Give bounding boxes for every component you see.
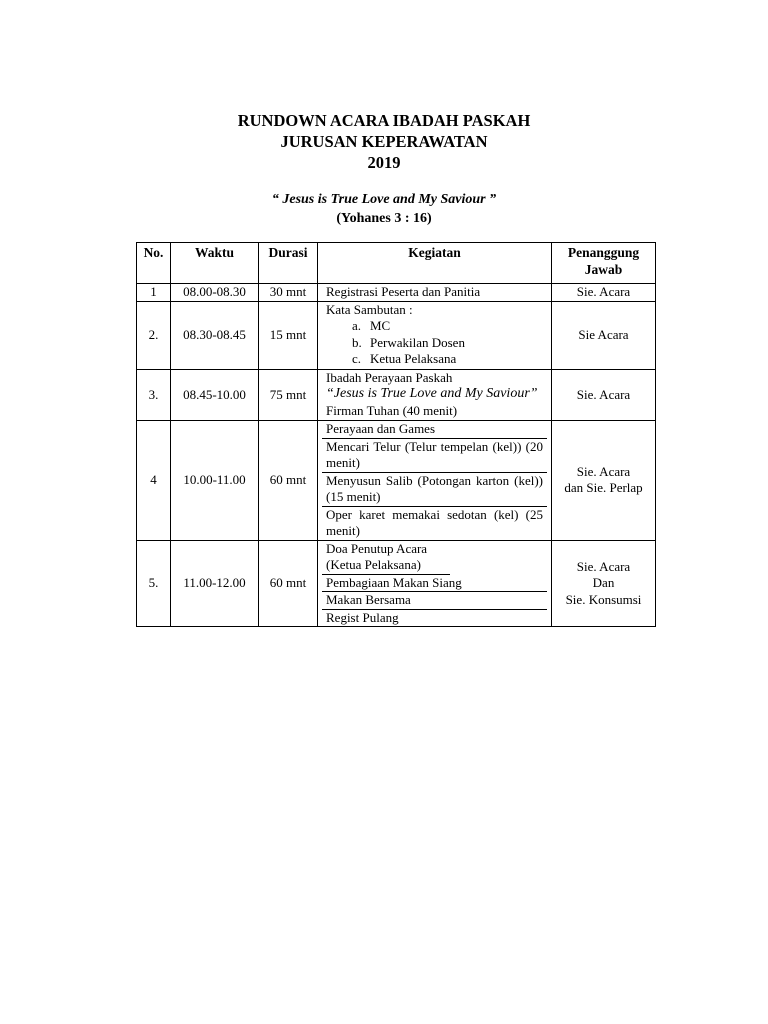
kegiatan-block: [322, 370, 547, 421]
cell-durasi: 75 mnt: [259, 369, 318, 421]
list-text: MC: [370, 318, 391, 333]
cell-kegiatan: [318, 284, 552, 302]
kegiatan-item: Perayaan dan Games: [322, 421, 547, 439]
cell-kegiatan: [318, 421, 552, 541]
cell-pj: Sie. Acara: [552, 284, 656, 302]
pj-line: dan Sie. Perlap: [564, 480, 643, 496]
kegiatan-item: Oper karet memakai sedotan (kel) (25 menit): [326, 506, 543, 538]
list-marker: a.: [352, 318, 362, 333]
kegiatan-note: Firman Tuhan (40 menit): [326, 402, 458, 418]
kegiatan-block: [322, 302, 547, 369]
cell-pj: Sie Acara: [552, 301, 656, 369]
cell-waktu: 08.00-08.30: [171, 284, 259, 302]
header-penanggung-jawab: Penanggung Jawab: [552, 243, 656, 284]
list-text: Ketua Pelaksana: [370, 351, 457, 366]
pj-line: Sie. Konsumsi: [565, 591, 642, 607]
list-item: [352, 334, 543, 352]
document-title: [0, 110, 768, 173]
kegiatan-item: Menyusun Salib (Potongan karton (kel)) (15 menit): [322, 473, 547, 507]
header-durasi: Durasi: [259, 243, 318, 284]
cell-kegiatan: [318, 369, 552, 421]
pj-line: Sie. Acara: [576, 463, 631, 479]
cell-pj: [552, 540, 656, 627]
kegiatan-heading: Ibadah Perayaan Paskah: [326, 369, 453, 385]
kegiatan-item: Regist Pulang: [326, 609, 399, 625]
cell-waktu: 10.00-11.00: [171, 421, 259, 541]
cell-durasi: 30 mnt: [259, 284, 318, 302]
kegiatan-item: Doa Penutup Acara (Ketua Pelaksana): [322, 541, 450, 575]
rundown-table: [136, 242, 656, 627]
pj-line: Sie. Acara: [576, 558, 631, 574]
cell-no: 5.: [137, 540, 171, 627]
table-row: [137, 369, 656, 421]
title-line-3: 2019: [367, 153, 401, 172]
pj-line: Dan: [592, 575, 615, 590]
document-subtitle: [0, 190, 768, 228]
verse-reference: (Yohanes 3 : 16): [336, 211, 432, 226]
cell-waktu: 08.30-08.45: [171, 301, 259, 369]
title-line-2: JURUSAN KEPERAWATAN: [280, 132, 488, 151]
list-item: [352, 351, 543, 368]
kegiatan-theme: “Jesus is True Love and My Saviour”: [326, 386, 538, 401]
table-header-row: [137, 243, 656, 284]
table-row: [137, 540, 656, 627]
cell-waktu: 08.45-10.00: [171, 369, 259, 421]
title-line-1: RUNDOWN ACARA IBADAH PASKAH: [237, 111, 531, 130]
list-marker: b.: [352, 334, 362, 350]
cell-pj: [552, 421, 656, 541]
cell-no: 3.: [137, 369, 171, 421]
cell-no: 4: [137, 421, 171, 541]
header-kegiatan: Kegiatan: [318, 243, 552, 284]
cell-kegiatan: [318, 540, 552, 627]
cell-kegiatan: [318, 301, 552, 369]
kegiatan-item: Pembagiaan Makan Siang: [322, 575, 547, 593]
table-row: [137, 301, 656, 369]
list-marker: c.: [352, 351, 362, 366]
cell-waktu: 11.00-12.00: [171, 540, 259, 627]
cell-durasi: 60 mnt: [259, 421, 318, 541]
kegiatan-item: Registrasi Peserta dan Panitia: [326, 284, 481, 299]
kegiatan-item: Mencari Telur (Telur tempelan (kel)) (20 menit): [322, 439, 547, 473]
list-item: [352, 318, 543, 335]
cell-pj: Sie. Acara: [552, 369, 656, 421]
cell-durasi: 15 mnt: [259, 301, 318, 369]
header-no: No.: [137, 243, 171, 284]
kegiatan-item: Makan Bersama: [322, 592, 547, 610]
list-text: Perwakilan Dosen: [370, 334, 465, 350]
cell-no: 2.: [137, 301, 171, 369]
cell-durasi: 60 mnt: [259, 540, 318, 627]
kegiatan-list: [326, 318, 543, 368]
table-row: [137, 284, 656, 302]
cell-no: 1: [137, 284, 171, 302]
header-waktu: Waktu: [171, 243, 259, 284]
kegiatan-heading: Kata Sambutan :: [326, 301, 413, 317]
table-row: [137, 421, 656, 541]
theme-text: “ Jesus is True Love and My Saviour ”: [271, 192, 497, 207]
